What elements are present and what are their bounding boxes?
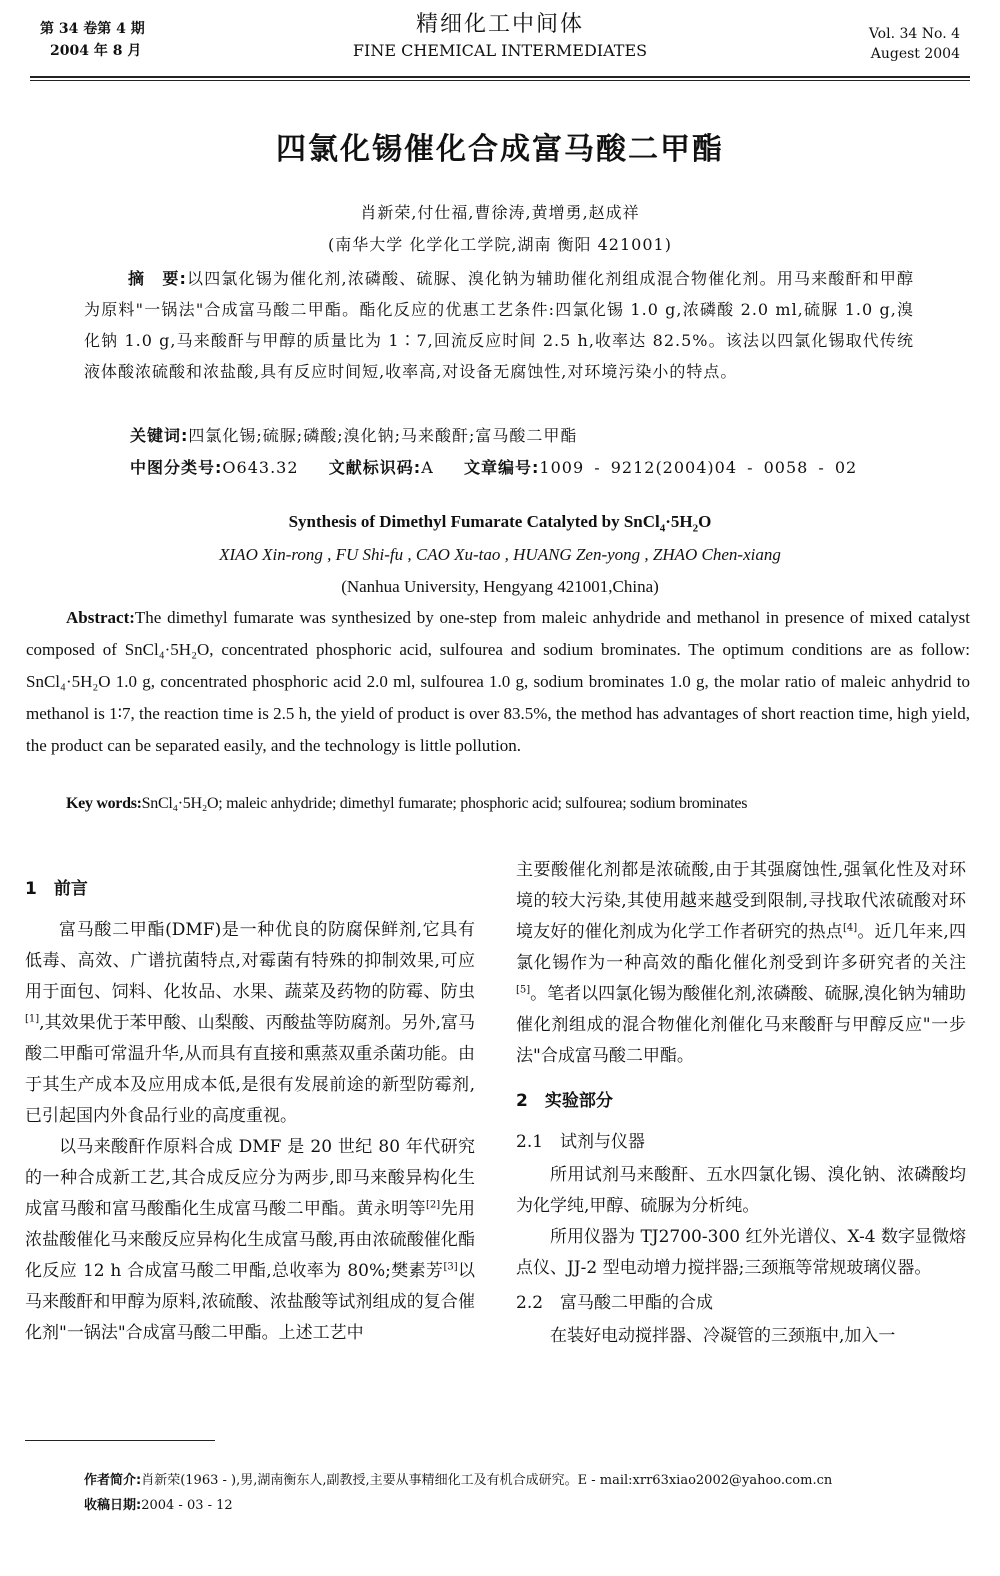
- keywords-text-en: SnCl₄·5H₂O; maleic anhydride; dimethyl fumarate; phosphoric acid; sulfourea; sodium brominates: [141, 795, 748, 812]
- classification-line: [84, 452, 914, 483]
- authors-cn: 肖新荣,付仕福,曹徐涛,黄增勇,赵成祥: [360, 203, 640, 222]
- journal-volume-cn: 第 34 卷第 4 期: [40, 21, 145, 37]
- abstract-text-cn: 以四氯化锡为催化剂,浓磷酸、硫脲、溴化钠为辅助催化剂组成混合物催化剂。用马来酸酐和甲醇为原料"一锅法"合成富马酸二甲酯。酯化反应的优惠工艺条件:四氯化锡 1.0 g,浓磷酸 2.0 ml,硫脲 1.0 g,溴化钠 1.0 g,马来酸酐与甲醇的质量比为 1∶7,回流反应时间 2.5 h,收率达 82.5%。该法以四氯化锡取代传统液体酸浓硫酸和浓盐酸,具有反应时间短,收率高,对设备无腐蚀性,对环境污染小的特点。: [84, 269, 914, 381]
- section-2-heading: 2 实验部分: [516, 1091, 613, 1111]
- article-title-cn: 四氯化锡催化合成富马酸二甲酯: [276, 132, 724, 167]
- author-bio-footnote: [84, 1470, 984, 1492]
- affiliation-cn: (南华大学 化学化工学院,湖南 衡阳 421001): [328, 235, 672, 254]
- citation-2: [2]: [425, 1199, 441, 1211]
- keywords-en: [66, 795, 966, 813]
- abstract-text-en: The dimethyl fumarate was synthesized by one-step from maleic anhydride and methanol in presence of mixed catalyst composed of SnCl₄·5H₂O, concentrated phosphoric acid, sulfourea and sodium brominates. The optimum conditions are as follow: SnCl₄·5H₂O 1.0 g, concentrated phosphoric acid 2.0 ml, sulfourea 1.0 g, sodium brominates 1.0 g, the molar ratio of maleic anhydrid to methanol is 1∶7, the reaction time is 2.5 h, the yield of product is over 83.5%, the method has advantages of short reaction time, high yield, the product can be separated easily, and the technology is little pollution.: [26, 608, 970, 755]
- classification-label: 中图分类号:: [130, 458, 223, 477]
- body-left-column: [25, 860, 475, 1349]
- authors-en: XIAO Xin-rong , FU Shi-fu , CAO Xu-tao , HUANG Zen-yong , ZHAO Chen-xiang: [219, 545, 781, 564]
- keywords-label-cn: 关键词:: [130, 426, 189, 445]
- citation-4: [4]: [842, 922, 858, 934]
- continued-paragraph: [516, 855, 966, 1072]
- doc-code-label: 文献标识码:: [328, 458, 422, 477]
- section-2-1-heading: 2.1 试剂与仪器: [516, 1132, 646, 1152]
- title-en-part-b: ·5H: [665, 512, 693, 531]
- section-2-2-heading: 2.2 富马酸二甲酯的合成: [516, 1293, 714, 1313]
- paragraph-text: ,其效果优于苯甲酸、山梨酸、丙酸盐等防腐剂。另外,富马酸二甲酯可常温升华,从而具有直接和熏蒸双重杀菌功能。由于其生产成本及应用成本低,是很有发展前途的新型防霉剂,已引起国内外食品行业的高度重视。: [25, 1013, 475, 1126]
- article-no-label: 文章编号:: [464, 458, 540, 477]
- journal-title-en: FINE CHEMICAL INTERMEDIATES: [352, 41, 648, 60]
- abstract-label-cn: 摘 要:: [128, 269, 187, 288]
- journal-title-block: [300, 10, 700, 62]
- abstract-label-en: Abstract:: [66, 608, 135, 627]
- paragraph-text: 主要酸催化剂都是浓硫酸,由于其强腐蚀性,强氧化性及对环境的较大污染,其使用越来越受到限制,寻找取代浓硫酸对环境友好的催化剂成为化学工作者研究的热点: [516, 860, 966, 942]
- body-right-column: [516, 855, 966, 1352]
- header-rule-thin: [30, 80, 970, 81]
- section-2-1-paragraph-2: 所用仪器为 TJ2700-300 红外光谱仪、X-4 数字显微熔点仪、JJ-2 型电动增力搅拌器;三颈瓶等常规玻璃仪器。: [516, 1227, 966, 1278]
- author-bio-text: 肖新荣(1963 - ),男,湖南衡东人,副教授,主要从事精细化工及有机合成研究。E - mail:xrr63xiao2002@yahoo.com.cn: [141, 1473, 833, 1488]
- citation-5: [5]: [516, 984, 531, 996]
- paragraph-text: 。笔者以四氯化锡为酸催化剂,浓磷酸、硫脲,溴化钠为辅助催化剂组成的混合物催化剂催化马来酸酐与甲醇反应"一步法"合成富马酸二甲酯。: [516, 984, 966, 1066]
- article-title-en: [0, 512, 1000, 535]
- paragraph-text: 以马来酸酐作原料合成 DMF 是 20 世纪 80 年代研究的一种合成新工艺,其合成反应分为两步,即马来酸异构化生成富马酸和富马酸酯化生成富马酸二甲酯。黄永明等: [25, 1137, 475, 1219]
- classification-value: O643.32: [222, 458, 299, 477]
- keywords-label-en: Key words:: [66, 795, 142, 812]
- section-1-paragraph-1: [25, 915, 475, 1132]
- keywords-text-cn: 四氯化锡;硫脲;磷酸;溴化钠;马来酸酐;富马酸二甲酯: [188, 426, 578, 445]
- affiliation-en: (Nanhua University, Hengyang 421001,China): [341, 577, 659, 596]
- title-en-sub2: 2: [692, 522, 699, 535]
- abstract-cn: [84, 263, 914, 387]
- journal-volume-en-block: [869, 24, 960, 64]
- journal-date-cn: 2004 年 8 月: [50, 43, 142, 59]
- title-en-part-c: O: [698, 512, 712, 531]
- journal-volume-cn-block: [40, 18, 145, 62]
- article-no-value: 1009 - 9212(2004)04 - 0058 - 02: [539, 458, 858, 477]
- received-date-footnote: [84, 1495, 984, 1517]
- paragraph-text: 。近几年来,四氯化锡作为一种高效的酯化催化剂受到许多研究者的关注: [516, 922, 967, 973]
- section-1-paragraph-2: [25, 1132, 475, 1349]
- section-2-2-paragraph-1: 在装好电动搅拌器、冷凝管的三颈瓶中,加入一: [550, 1326, 896, 1346]
- title-en-sub: 4: [659, 522, 666, 535]
- journal-volume-en: Vol. 34 No. 4: [868, 26, 960, 42]
- paragraph-text: 先用浓盐酸催化马来酸反应异构化生成富马酸,再由浓硫酸催化酯化反应 12 h 合成富马酸二甲酯,总收率为 80%;樊素芳: [25, 1199, 476, 1281]
- section-2-1-paragraph-1: 所用试剂马来酸酐、五水四氯化锡、溴化钠、浓磷酸均为化学纯,甲醇、硫脲为分析纯。: [516, 1165, 966, 1216]
- journal-title-cn: 精细化工中间体: [415, 12, 584, 37]
- header-rule: [30, 76, 970, 78]
- received-date-label: 收稿日期:: [84, 1498, 142, 1513]
- abstract-en: [26, 602, 970, 762]
- title-en-part-a: Synthesis of Dimethyl Fumarate Catalyted by SnCl: [288, 512, 660, 531]
- footnote-rule: [25, 1440, 215, 1441]
- journal-date-en: Augest 2004: [870, 46, 960, 62]
- citation-1: [1]: [25, 1013, 40, 1025]
- paragraph-text: 以马来酸酐和甲醇为原料,浓硫酸、浓盐酸等试剂组成的复合催化剂"一锅法"合成富马酸二甲酯。上述工艺中: [25, 1261, 475, 1343]
- section-1-heading: 1 前言: [25, 879, 88, 899]
- keywords-cn: [84, 420, 914, 451]
- citation-3: [3]: [443, 1261, 458, 1273]
- author-bio-label: 作者简介:: [84, 1473, 142, 1488]
- paragraph-text: 富马酸二甲酯(DMF)是一种优良的防腐保鲜剂,它具有低毒、高效、广谱抗菌特点,对霉菌有特殊的抑制效果,可应用于面包、饲料、化妆品、水果、蔬菜及药物的防霉、防虫: [25, 920, 475, 1002]
- received-date-text: 2004 - 03 - 12: [141, 1498, 233, 1513]
- doc-code-value: A: [421, 458, 434, 477]
